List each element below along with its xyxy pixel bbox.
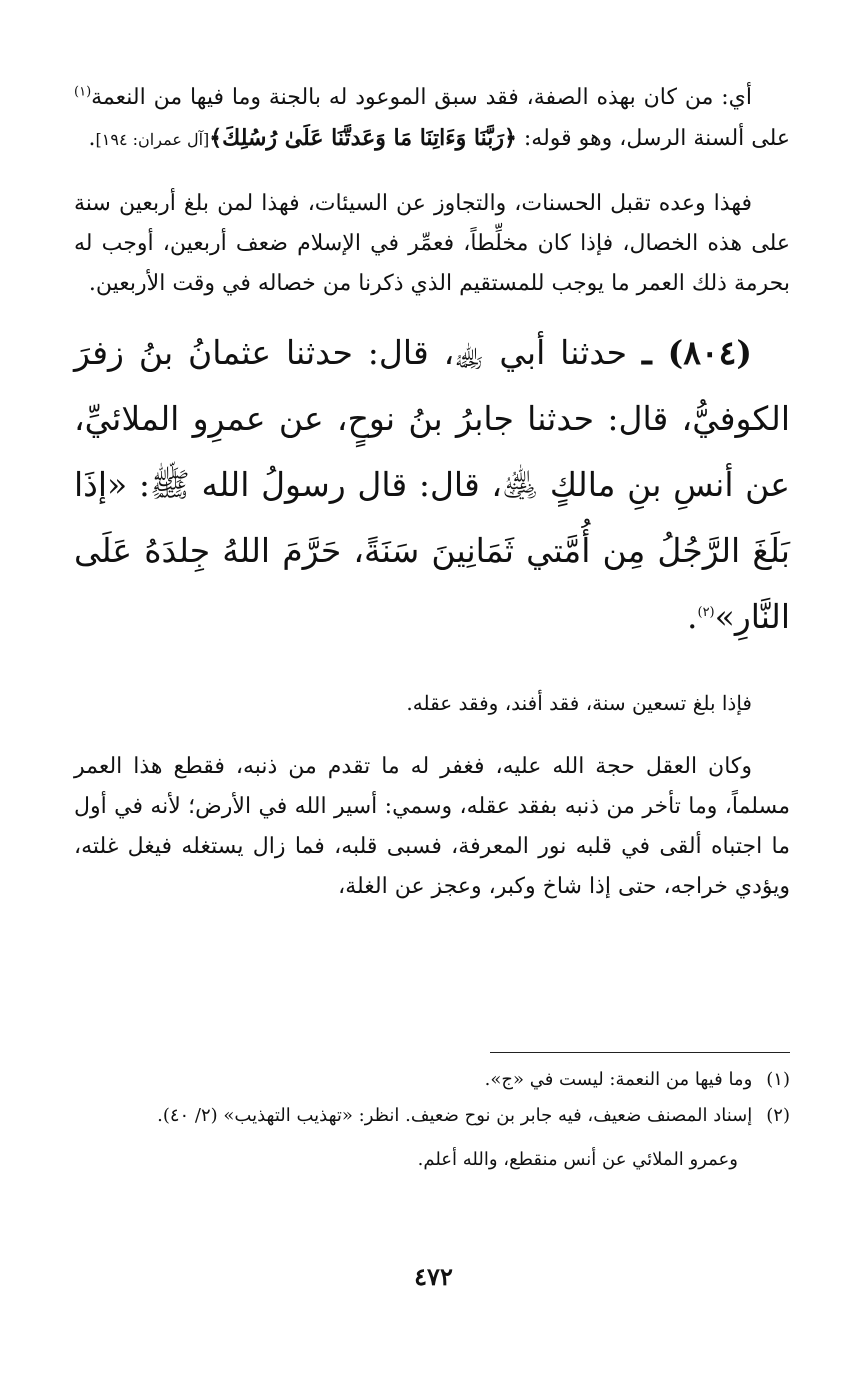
footnote-2 bbox=[74, 1098, 790, 1134]
footnotes bbox=[74, 1062, 790, 1178]
hadith-804 bbox=[74, 320, 790, 650]
p1-end: . bbox=[88, 126, 96, 151]
page-number: ٤٧٢ bbox=[414, 1262, 453, 1291]
paragraph-2: فهذا وعده تقبل الحسنات، والتجاوز عن السيئات، فهذا لمن بلغ أربعين سنة على هذه الخصال، فإذا كان مخلِّطاً، فعمِّر في الإسلام ضعف أربعين، أوجب له بحرمة ذلك العمر ما يوجب للمستقيم الذي ذكرنا من خصاله في وقت الأربعين. bbox=[74, 191, 790, 296]
footnote-text: وما فيها من النعمة: ليست في «ج». bbox=[484, 1069, 753, 1090]
footnote-mark: (١) bbox=[766, 1069, 790, 1090]
quran-quote: ﴿رَبَّنَا وَءَاتِنَا مَا وَعَدتَّنَا عَلَىٰ رُسُلِكَ﴾ bbox=[209, 125, 517, 151]
paragraph-4: وكان العقل حجة الله عليه، فغفر له ما تقدم من ذنبه، فقطع هذا العمر مسلماً، وما تأخر من ذنبه بفقد عقله، وسمي: أسير الله في الأرض؛ لأنه في أول ما اجتباه ألقى في قلبه نور المعرفة، فسبى قلبه، فما زال يستغله فيغل غلته، ويؤدي خراجه، حتى إذا شاخ وكبر، وعجز عن الغلة، bbox=[74, 754, 790, 899]
footnote-ref-2[interactable]: (٢) bbox=[697, 605, 715, 620]
footnote-divider bbox=[490, 1052, 790, 1053]
footnote-1 bbox=[74, 1062, 790, 1098]
p1-text-a: أي: من كان بهذه الصفة، فقد سبق الموعود له بالجنة وما فيها من النعمة bbox=[91, 85, 752, 110]
p1-text-b: على ألسنة الرسل، وهو قوله: bbox=[516, 126, 790, 151]
footnote-2-continuation: وعمرو الملائي عن أنس منقطع، والله أعلم. bbox=[417, 1149, 738, 1170]
footnote-ref-1[interactable]: (١) bbox=[74, 84, 92, 100]
paragraph-1 bbox=[74, 78, 790, 160]
footnote-mark: (٢) bbox=[766, 1105, 790, 1126]
hadith-number: (٨٠٤) ـ bbox=[641, 333, 752, 372]
paragraph-3: فإذا بلغ تسعين سنة، فقد أفند، وفقد عقله. bbox=[406, 691, 752, 715]
footnote-text: إسناد المصنف ضعيف، فيه جابر بن نوح ضعيف. انظر: «تهذيب التهذيب» (٢/ ٤٠). bbox=[157, 1105, 753, 1126]
hadith-text: حدثنا أبي ﵀، قال: حدثنا عثمانُ بنُ زفرَ الكوفيُّ، قال: حدثنا جابرُ بنُ نوحٍ، عن عمرِو الملائيِّ، عن أنسِ بنِ مالكٍ ﵁، قال: قال رسولُ الله ﷺ: «إذَا بَلَغَ الرَّجُلُ مِن أُمَّتي ثَمَانِينَ سَنَةً، حَرَّمَ اللهُ جِلدَهُ عَلَى النَّارِ» bbox=[74, 333, 790, 636]
main-text bbox=[74, 78, 790, 907]
hadith-end: . bbox=[686, 597, 698, 636]
quran-reference: [آل عمران: ١٩٤] bbox=[95, 130, 210, 149]
